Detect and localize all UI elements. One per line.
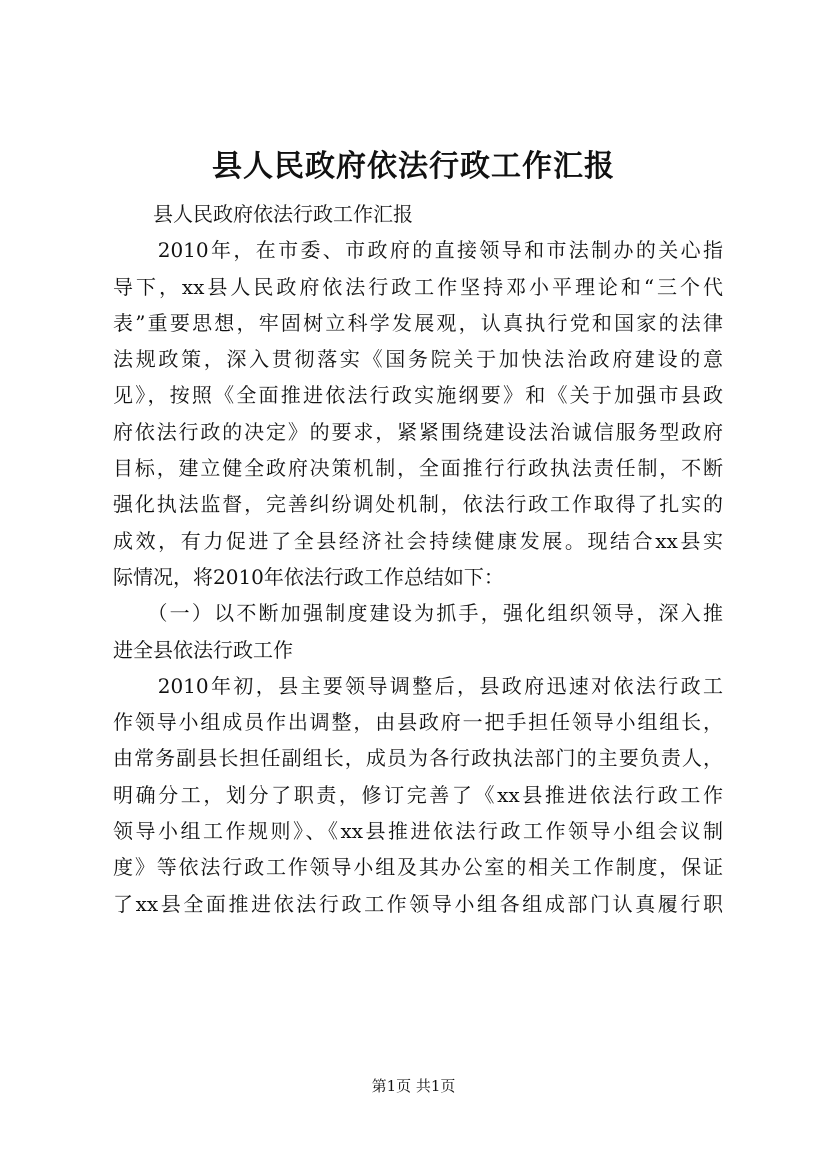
body-line: 表”重要思想，牢固树立科学发展观，认真执行党和国家的法律 [113,310,723,335]
page-footer: 第1页 共1页 [371,1077,456,1095]
body-line: 领导小组工作规则》、《xx县推进依法行政工作领导小组会议制 [113,819,723,844]
body-line: 作领导小组成员作出调整，由县政府一把手担任领导小组组长， [113,710,723,735]
body-line: 导下，xx县人民政府依法行政工作坚持邓小平理论和“三个代 [113,274,723,299]
body-line: 际情况，将2010年依法行政工作总结如下： [113,564,504,589]
body-line: 目标，建立健全政府决策机制，全面推行行政执法责任制，不断 [113,456,723,481]
document-title: 县人民政府依法行政工作汇报 [212,149,615,184]
body-line: 见》，按照《全面推进依法行政实施纲要》和《关于加强市县政 [113,383,723,408]
body-line: 由常务副县长担任副组长，成员为各行政执法部门的主要负责人， [113,746,723,771]
body-line: 法规政策，深入贯彻落实《国务院关于加快法治政府建设的意 [113,347,723,372]
body-line: （一）以不断加强制度建设为抓手，强化组织领导，深入推 [113,601,723,626]
body-line: 了xx县全面推进依法行政工作领导小组各组成部门认真履行职 [113,891,723,916]
body-line: 度》等依法行政工作领导小组及其办公室的相关工作制度，保证 [113,855,723,880]
body-line: 强化执法监督，完善纠纷调处机制，依法行政工作取得了扎实的 [113,492,723,517]
body-line: 2010年初，县主要领导调整后，县政府迅速对依法行政工 [113,673,723,698]
document-body [113,196,723,922]
body-line: 县人民政府依法行政工作汇报 [113,202,413,226]
body-line: 进全县依法行政工作 [113,637,293,662]
body-line: 明确分工，划分了职责，修订完善了《xx县推进依法行政工作 [113,782,723,807]
body-line: 2010年，在市委、市政府的直接领导和市法制办的关心指 [113,238,723,263]
body-line: 成效，有力促进了全县经济社会持续健康发展。现结合xx县实 [113,528,723,553]
body-line: 府依法行政的决定》的要求，紧紧围绕建设法治诚信服务型政府 [113,419,723,444]
